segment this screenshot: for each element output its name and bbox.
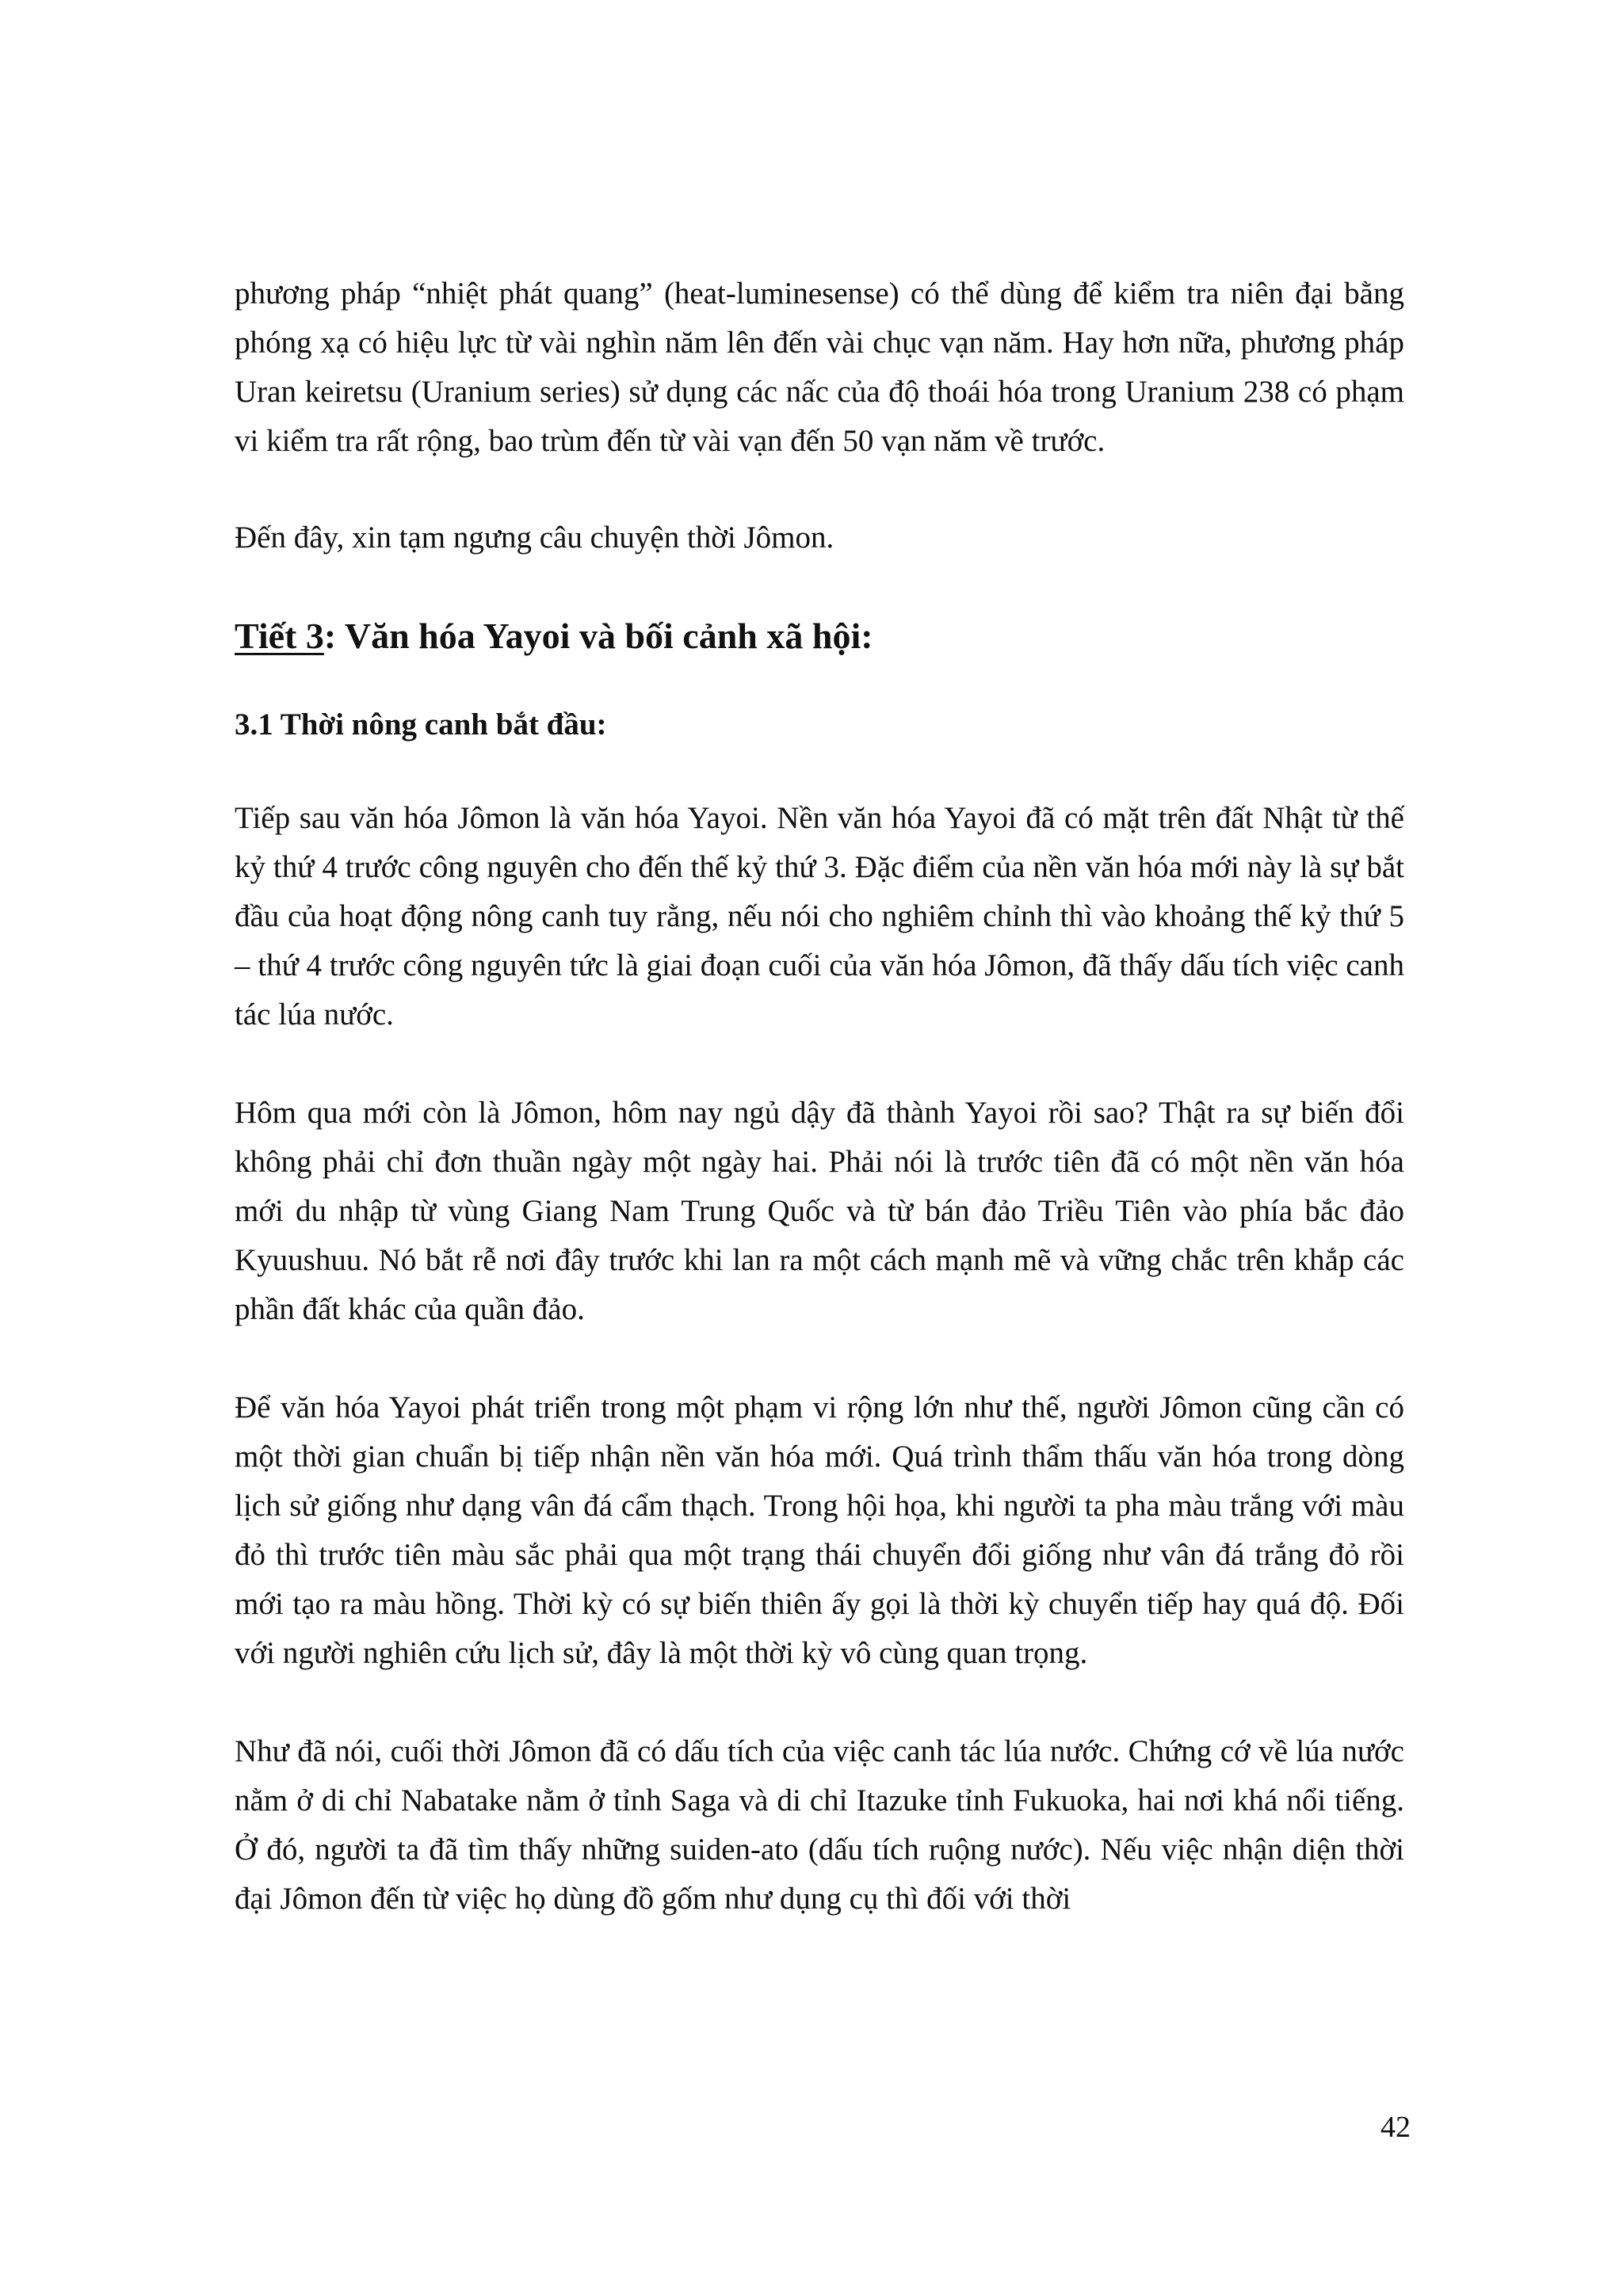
- paragraph-marble-analogy: Để văn hóa Yayoi phát triển trong một phạm vi rộng lớn như thế, người Jômon cũng cần có một thời gian chuẩn bị tiếp nhận nền văn hóa mới. Quá trình thẩm thấu văn hóa trong dòng lịch sử giống như dạng vân đá cẩm thạch. Trong hội họa, khi người ta pha màu trắng với màu đỏ thì trước tiên màu sắc phải qua một trạng thái chuyển đổi giống như vân đá trắng đỏ rồi mới tạo ra màu hồng. Thời kỳ có sự biến thiên ấy gọi là thời kỳ chuyển tiếp hay quá độ. Đối với người nghiên cứu lịch sử, đây là một thời kỳ vô cùng quan trọng.: [235, 1390, 1404, 1670]
- text-column: [235, 269, 1404, 1973]
- paragraph-transition: Hôm qua mới còn là Jômon, hôm nay ngủ dậy đã thành Yayoi rồi sao? Thật ra sự biến đổi không phải chỉ đơn thuần ngày một ngày hai. Phải nói là trước tiên đã có một nền văn hóa mới du nhập từ vùng Giang Nam Trung Quốc và từ bán đảo Triều Tiên vào phía bắc đảo Kyuushuu. Nó bắt rễ nơi đây trước khi lan ra một cách mạnh mẽ và vững chắc trên khắp các phần đất khác của quần đảo.: [235, 1096, 1404, 1326]
- paragraph-rice-evidence: Như đã nói, cuối thời Jômon đã có dấu tích của việc canh tác lúa nước. Chứng cớ về lúa nước nằm ở di chỉ Nabatake nằm ở tỉnh Saga và di chỉ Itazuke tỉnh Fukuoka, hai nơi khá nổi tiếng. Ở đó, người ta đã tìm thấy những suiden-ato (dấu tích ruộng nước). Nếu việc nhận diện thời đại Jômon đến từ việc họ dùng đồ gốm như dụng cụ thì đối với thời: [235, 1734, 1404, 1916]
- paragraph-yayoi-intro: Tiếp sau văn hóa Jômon là văn hóa Yayoi. Nền văn hóa Yayoi đã có mặt trên đất Nhật từ thế kỷ thứ 4 trước công nguyên cho đến thế kỷ thứ 3. Đặc điểm của nền văn hóa mới này là sự bắt đầu của hoạt động nông canh tuy rằng, nếu nói cho nghiêm chỉnh thì vào khoảng thế kỷ thứ 5 – thứ 4 trước công nguyên tức là giai đoạn cuối của văn hóa Jômon, đã thấy dấu tích việc canh tác lúa nước.: [235, 801, 1404, 1032]
- section-heading-title: : Văn hóa Yayoi và bối cảnh xã hội:: [323, 616, 873, 656]
- paragraph-jomon-closing: Đến đây, xin tạm ngưng câu chuyện thời Jômon.: [235, 521, 834, 555]
- sub-heading: 3.1 Thời nông canh bắt đầu:: [235, 707, 607, 742]
- paragraph-radiometric-dating: phương pháp “nhiệt phát quang” (heat-luminesense) có thể dùng để kiểm tra niên đại bằng phóng xạ có hiệu lực từ vài nghìn năm lên đến vài chục vạn năm. Hay hơn nữa, phương pháp Uran keiretsu (Uranium series) sử dụng các nấc của độ thoái hóa trong Uranium 238 có phạm vi kiểm tra rất rộng, bao trùm đến từ vài vạn đến 50 vạn năm về trước.: [235, 277, 1404, 458]
- page-number: 42: [1381, 2111, 1411, 2144]
- section-heading: [235, 612, 1404, 661]
- section-heading-label: Tiết 3: [235, 616, 324, 656]
